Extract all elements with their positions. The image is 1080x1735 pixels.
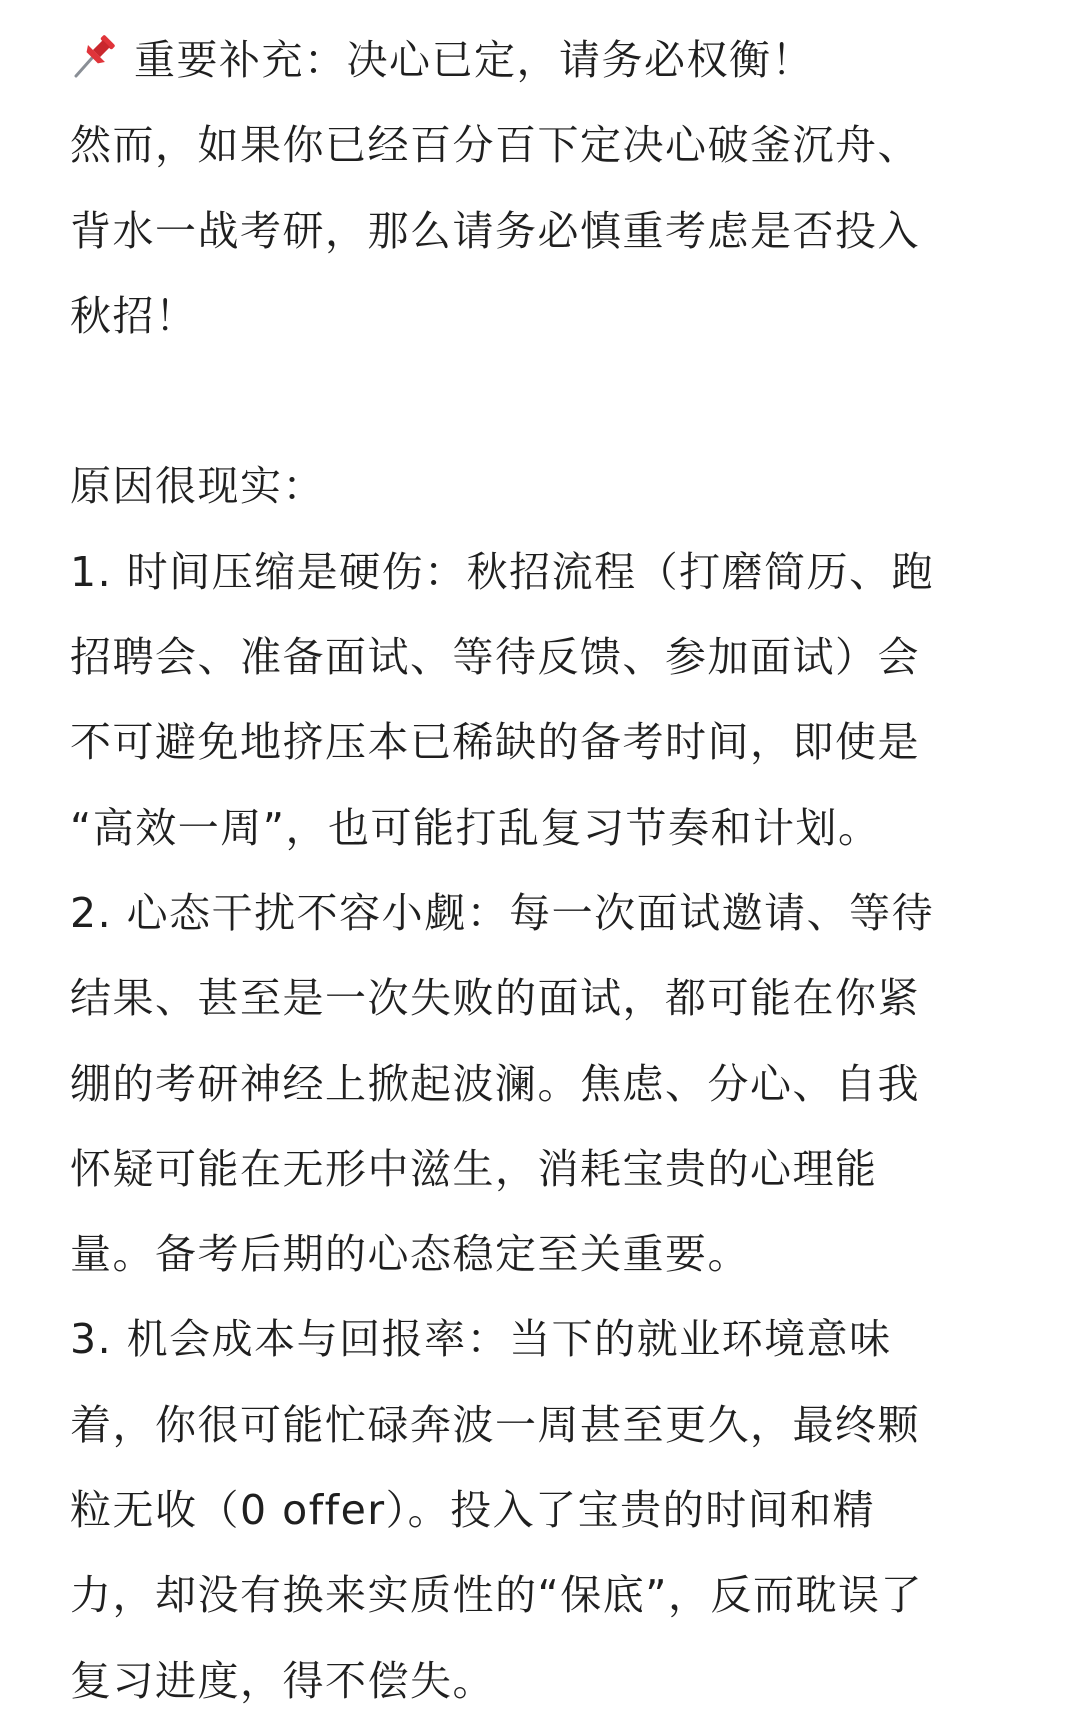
reason-line: 力，却没有换来实质性的“保底”，反而耽误了 bbox=[70, 1571, 923, 1620]
reason-item-3 bbox=[70, 1297, 1030, 1723]
header-title: 重要补充：决心已定，请务必权衡！ bbox=[134, 36, 814, 84]
intro-paragraph bbox=[70, 103, 1030, 359]
reason-line: “高效一周”，也可能打乱复习节奏和计划。 bbox=[70, 803, 881, 852]
reason-item-1 bbox=[70, 530, 1030, 871]
reason-line: 量。备考后期的心态稳定至关重要。 bbox=[70, 1230, 750, 1279]
reason-item-2 bbox=[70, 871, 1030, 1297]
reason-line: 粒无收（0 offer）。投入了宝贵的时间和精 bbox=[70, 1486, 876, 1535]
reason-line: 复习进度，得不偿失。 bbox=[70, 1656, 495, 1705]
document-body bbox=[70, 18, 1030, 1724]
pushpin-icon bbox=[70, 30, 120, 80]
paragraph-spacer bbox=[70, 359, 1030, 444]
reasons-heading: 原因很现实： bbox=[70, 462, 325, 511]
reason-line: 怀疑可能在无形中滋生，消耗宝贵的心理能 bbox=[70, 1144, 878, 1193]
intro-line: 背水一战考研，那么请务必慎重考虑是否投入 bbox=[70, 206, 920, 255]
reason-line: 3. 机会成本与回报率：当下的就业环境意味 bbox=[70, 1315, 892, 1364]
reason-line: 绷的考研神经上掀起波澜。焦虑、分心、自我 bbox=[70, 1059, 920, 1108]
reason-line: 招聘会、准备面试、等待反馈、参加面试）会 bbox=[70, 633, 920, 682]
reason-line: 着，你很可能忙碌奔波一周甚至更久，最终颗 bbox=[70, 1400, 920, 1449]
reason-line: 结果、甚至是一次失败的面试，都可能在你紧 bbox=[70, 974, 920, 1023]
reason-line: 不可避免地挤压本已稀缺的备考时间，即使是 bbox=[70, 718, 920, 767]
intro-line: 然而，如果你已经百分百下定决心破釜沉舟、 bbox=[70, 121, 920, 170]
reason-line: 2. 心态干扰不容小觑：每一次面试邀请、等待 bbox=[70, 888, 935, 937]
header-line bbox=[70, 18, 1030, 103]
reason-line: 1. 时间压缩是硬伤：秋招流程（打磨简历、跑 bbox=[70, 547, 935, 596]
intro-line: 秋招！ bbox=[70, 291, 198, 340]
